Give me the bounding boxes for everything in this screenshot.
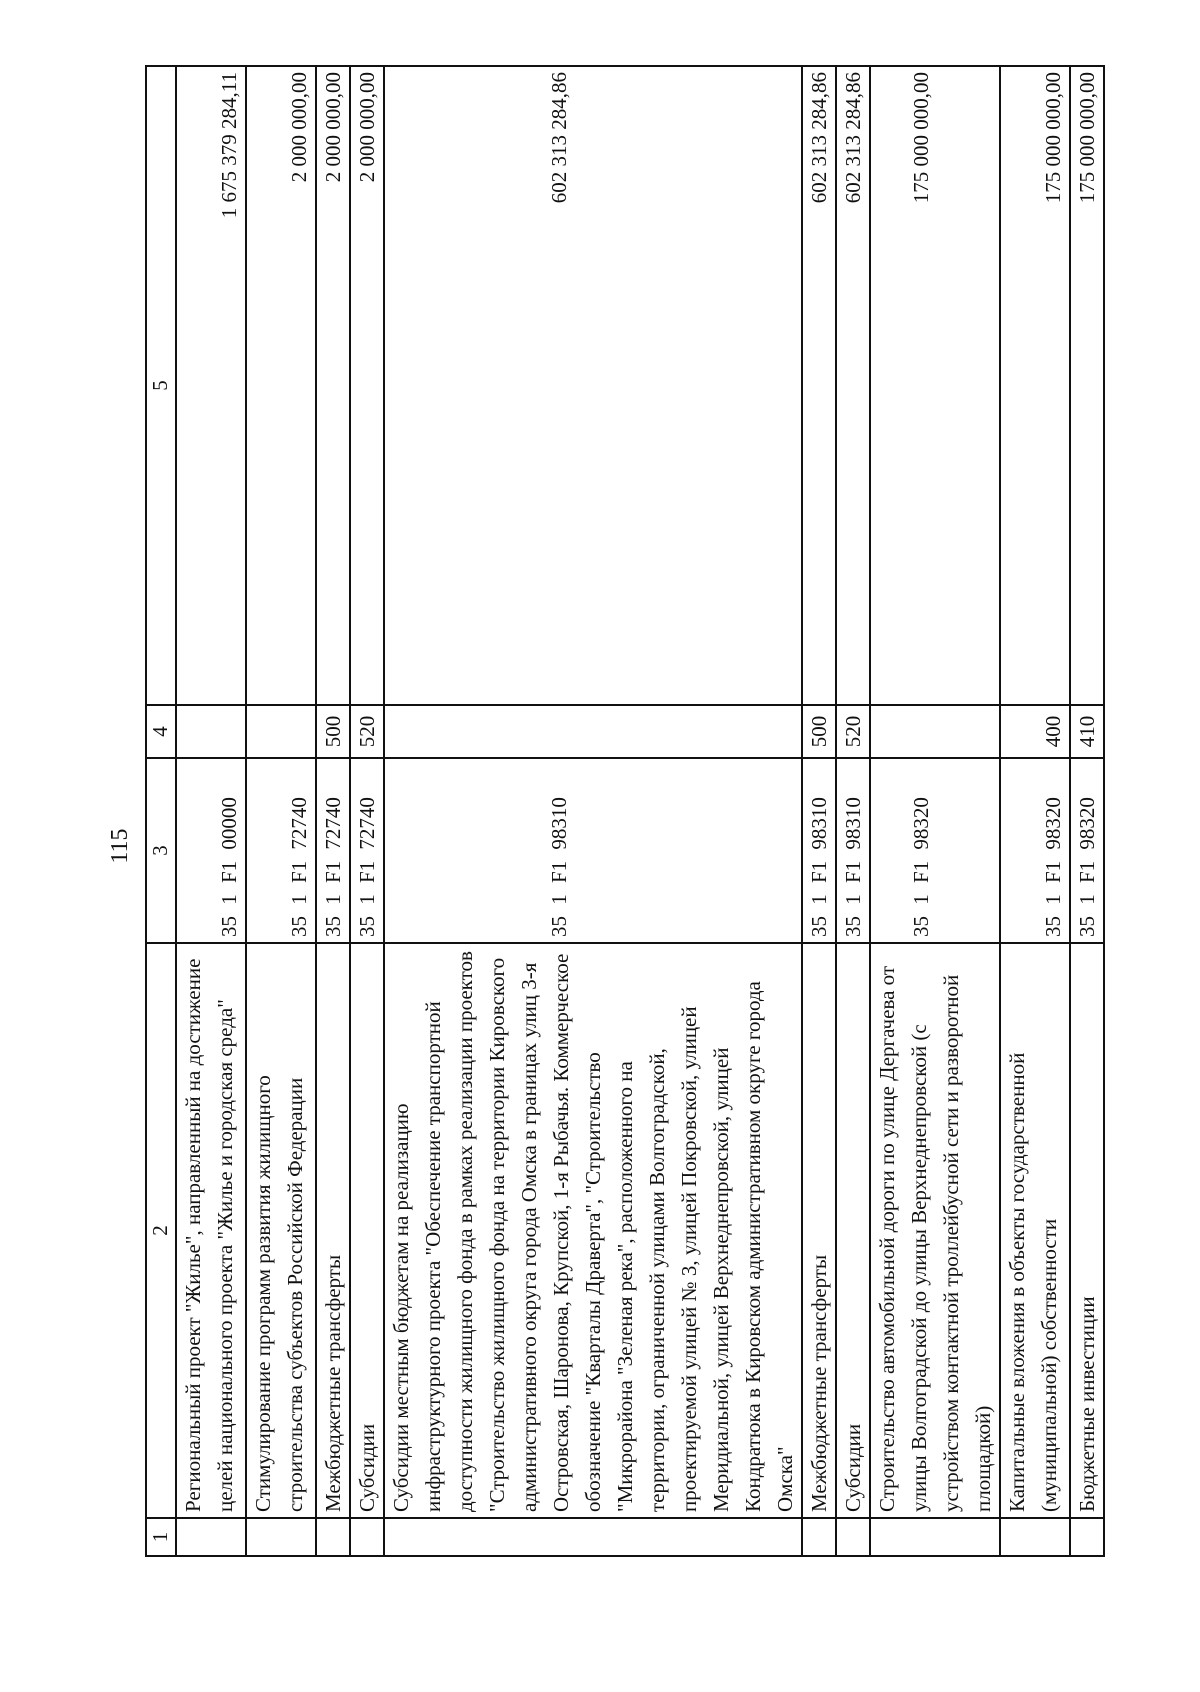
row-type xyxy=(246,705,316,758)
header-col-4: 4 xyxy=(146,705,176,758)
row-name: Строительство автомобильной дороги по улице Дергачева от улицы Волгоградской до улицы Верхнеднепровской (с устройством контактной троллейбусной сети и разворотной площадкой) xyxy=(870,943,1000,1518)
table-row xyxy=(246,66,316,1556)
row-number-cell xyxy=(1000,1518,1070,1556)
row-number-cell xyxy=(350,1518,384,1556)
header-col-1: 1 xyxy=(146,1518,176,1556)
row-code: 35 1 F1 98320 xyxy=(1070,758,1104,943)
row-code: 35 1 F1 72740 xyxy=(246,758,316,943)
row-code: 35 1 F1 98310 xyxy=(836,758,870,943)
row-type: 520 xyxy=(350,705,384,758)
row-type: 500 xyxy=(316,705,350,758)
row-amount: 175 000 000,00 xyxy=(1000,66,1070,705)
header-col-3: 3 xyxy=(146,758,176,943)
row-name: Межбюджетные трансферты xyxy=(316,943,350,1518)
table-row xyxy=(1000,66,1070,1556)
row-number-cell xyxy=(384,1518,802,1556)
row-number-cell xyxy=(836,1518,870,1556)
row-amount: 602 313 284,86 xyxy=(384,66,802,705)
row-name: Капитальные вложения в объекты государственной (муниципальной) собственности xyxy=(1000,943,1070,1518)
row-amount: 2 000 000,00 xyxy=(350,66,384,705)
row-type: 520 xyxy=(836,705,870,758)
header-col-2: 2 xyxy=(146,943,176,1518)
row-name: Межбюджетные трансферты xyxy=(802,943,836,1518)
row-number-cell xyxy=(870,1518,1000,1556)
row-code: 35 1 F1 72740 xyxy=(350,758,384,943)
table-header-row xyxy=(146,66,176,1556)
row-name: Стимулирование программ развития жилищного строительства субъектов Российской Федерации xyxy=(246,943,316,1518)
row-code: 35 1 F1 00000 xyxy=(176,758,246,943)
rotated-page-content xyxy=(145,67,1099,1557)
row-code: 35 1 F1 98310 xyxy=(384,758,802,943)
row-code: 35 1 F1 98310 xyxy=(802,758,836,943)
table-row xyxy=(384,66,802,1556)
row-amount: 175 000 000,00 xyxy=(870,66,1000,705)
row-number-cell xyxy=(176,1518,246,1556)
row-code: 35 1 F1 98320 xyxy=(1000,758,1070,943)
row-type: 500 xyxy=(802,705,836,758)
row-amount: 175 000 000,00 xyxy=(1070,66,1104,705)
table-row xyxy=(350,66,384,1556)
row-number-cell xyxy=(316,1518,350,1556)
row-number-cell xyxy=(246,1518,316,1556)
row-amount: 1 675 379 284,11 xyxy=(176,66,246,705)
row-type xyxy=(176,705,246,758)
row-amount: 2 000 000,00 xyxy=(246,66,316,705)
row-name: Субсидии xyxy=(350,943,384,1518)
table-row xyxy=(1070,66,1104,1556)
table-row xyxy=(870,66,1000,1556)
row-code: 35 1 F1 98320 xyxy=(870,758,1000,943)
row-name: Субсидии местным бюджетам на реализацию инфраструктурного проекта "Обеспечение транспортной доступности жилищного фонда в рамках реализации проектов "Строительство жилищного фонда на территории Кировского административного округа города Омска в границах улиц 3-я Островская, Шаронова, Крупской, 1-я Рыбачья. Коммерческое обозначение "Кварталы Драверта", "Строительство "Микрорайона "Зеленая река", расположенного на территории, ограниченной улицами Волгоградской, проектируемой улицей № 3, улицей Покровской, улицей Меридиальной, улицей Верхнеднепровской, улицей Кондратюка в Кировском административном округе города Омска" xyxy=(384,943,802,1518)
row-amount: 2 000 000,00 xyxy=(316,66,350,705)
row-type xyxy=(870,705,1000,758)
row-type: 400 xyxy=(1000,705,1070,758)
budget-table xyxy=(145,65,1105,1557)
row-name: Региональный проект "Жилье", направленный на достижение целей национального проекта "Жилье и городская среда" xyxy=(176,943,246,1518)
row-number-cell xyxy=(802,1518,836,1556)
row-number-cell xyxy=(1070,1518,1104,1556)
table-row xyxy=(802,66,836,1556)
row-name: Субсидии xyxy=(836,943,870,1518)
row-name: Бюджетные инвестиции xyxy=(1070,943,1104,1518)
row-amount: 602 313 284,86 xyxy=(802,66,836,705)
table-row xyxy=(836,66,870,1556)
header-col-5: 5 xyxy=(146,66,176,705)
table-row xyxy=(176,66,246,1556)
table-row xyxy=(316,66,350,1556)
row-code: 35 1 F1 72740 xyxy=(316,758,350,943)
row-amount: 602 313 284,86 xyxy=(836,66,870,705)
row-type xyxy=(384,705,802,758)
row-type: 410 xyxy=(1070,705,1104,758)
page-number: 115 xyxy=(107,828,133,864)
